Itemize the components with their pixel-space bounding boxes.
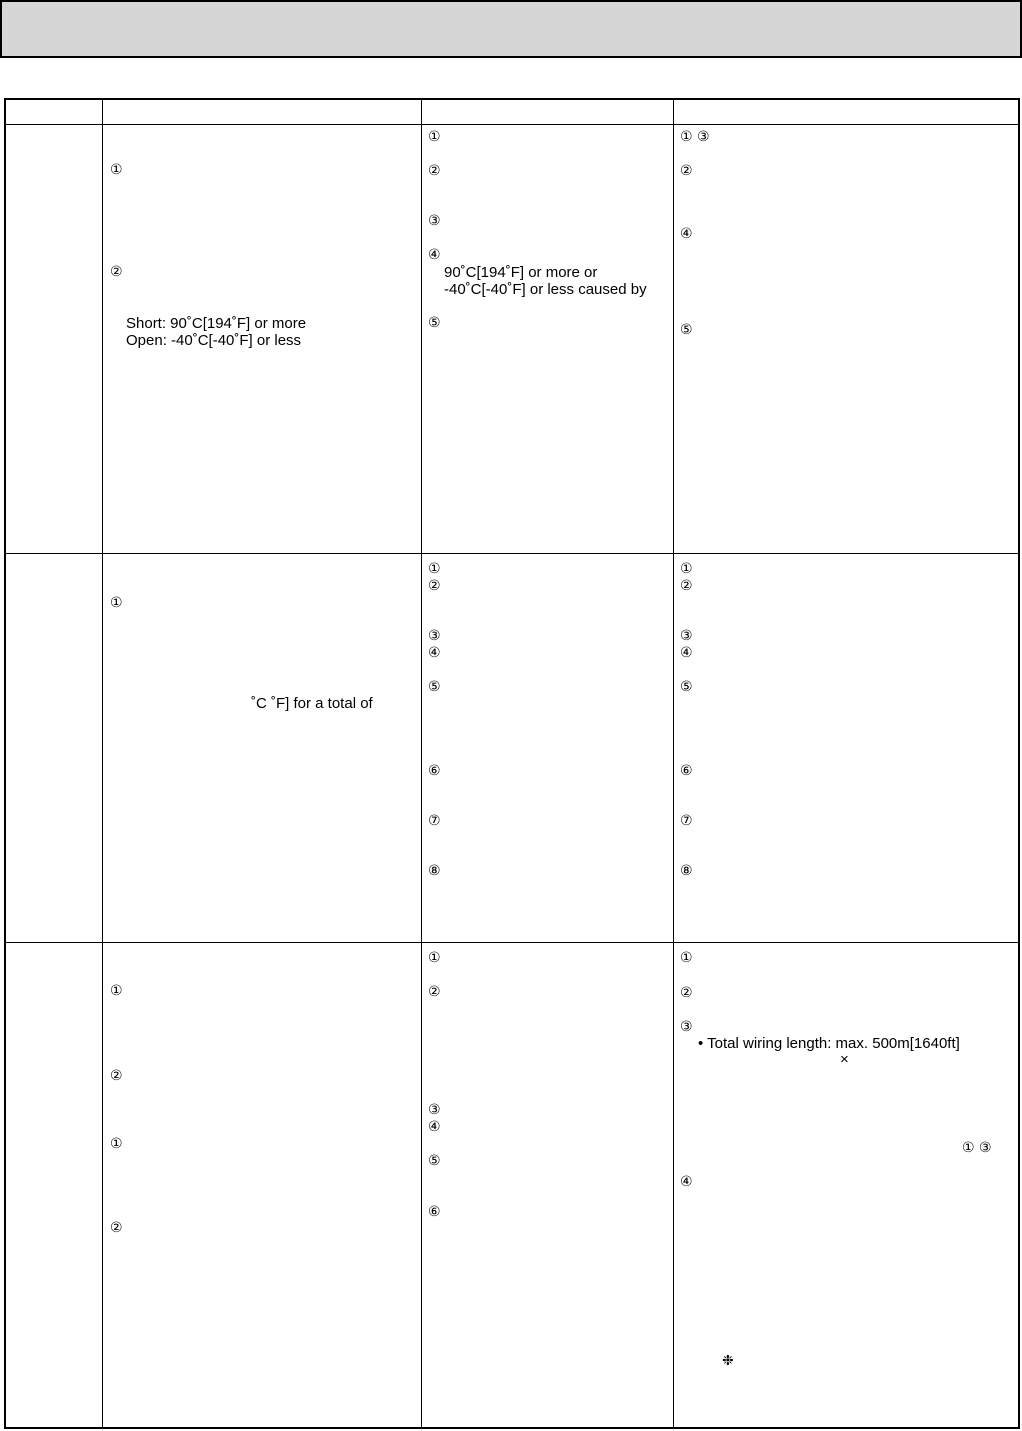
list-marker: ⑥ (428, 763, 441, 779)
row-divider (6, 553, 1018, 554)
cause-temp-text: -40˚C[-40˚F] or less caused by (444, 281, 647, 298)
list-marker: ⑦ (680, 813, 693, 829)
list-marker: ① (680, 561, 693, 577)
wiring-length-text: • Total wiring length: max. 500m[1640ft] (698, 1035, 960, 1052)
header-row-divider (6, 124, 1018, 125)
list-marker: ④ (428, 247, 441, 263)
list-marker: ⑥ (428, 1204, 441, 1220)
list-marker: ⑤ (428, 679, 441, 695)
list-marker: ④ (680, 226, 693, 242)
list-marker: ① (428, 129, 441, 145)
list-marker: ③ (428, 1102, 441, 1118)
list-marker: ② (680, 163, 693, 179)
list-marker: ④ (428, 645, 441, 661)
list-marker: ② (428, 984, 441, 1000)
column-divider (102, 100, 103, 1427)
list-marker: ① (110, 983, 123, 999)
short-threshold-text: Short: 90˚C[194˚F] or more (126, 315, 307, 332)
list-marker: ⑧ (428, 863, 441, 879)
column-divider (673, 100, 674, 1427)
list-marker: ④ (428, 1119, 441, 1135)
list-marker: ③ (680, 1019, 693, 1035)
list-marker: ② (428, 578, 441, 594)
list-marker: ⑦ (428, 813, 441, 829)
list-marker: ③ (428, 213, 441, 229)
list-marker: ① ③ (680, 129, 710, 145)
asterisk-mark: ❉ (722, 1353, 734, 1369)
list-marker: ② (110, 1220, 123, 1236)
row-divider (6, 942, 1018, 943)
list-marker: ⑤ (680, 322, 693, 338)
list-marker: ⑤ (428, 315, 441, 331)
list-marker: ⑥ (680, 763, 693, 779)
troubleshooting-table (4, 98, 1020, 1429)
list-marker: ② (680, 578, 693, 594)
list-marker: ③ (428, 628, 441, 644)
column-divider (421, 100, 422, 1427)
open-threshold-text: Open: -40˚C[-40˚F] or less (126, 332, 302, 349)
list-marker: ② (110, 264, 123, 280)
list-marker: ⑤ (680, 679, 693, 695)
list-marker: ⑤ (428, 1153, 441, 1169)
list-marker: ④ (680, 1174, 693, 1190)
list-marker: ① (110, 162, 123, 178)
list-marker: ① (428, 950, 441, 966)
list-marker: ② (680, 985, 693, 1001)
page-header-bar (0, 0, 1022, 58)
list-marker: ⑧ (680, 863, 693, 879)
list-marker: ① (110, 595, 123, 611)
multiply-sign: × (840, 1051, 849, 1068)
list-marker: ③ (680, 628, 693, 644)
list-marker: ① ③ (962, 1140, 992, 1156)
list-marker: ① (428, 561, 441, 577)
list-marker: ② (110, 1068, 123, 1084)
list-marker: ① (680, 950, 693, 966)
list-marker: ④ (680, 645, 693, 661)
cause-temp-text: 90˚C[194˚F] or more or (444, 264, 598, 281)
list-marker: ① (110, 1136, 123, 1152)
list-marker: ② (428, 163, 441, 179)
temperature-condition-text: ˚C ˚F] for a total of (251, 695, 373, 712)
